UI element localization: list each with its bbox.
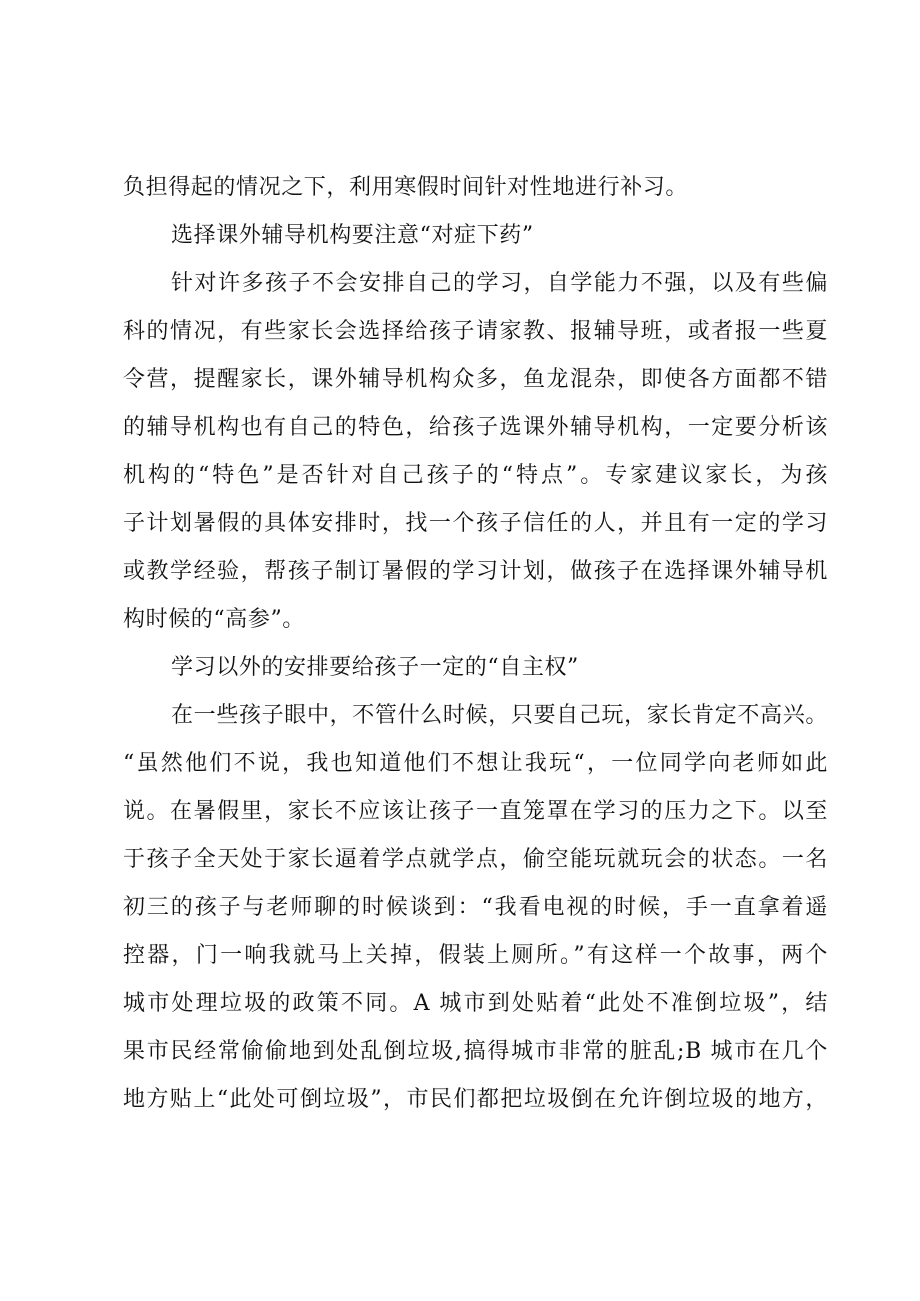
text-line: 的辅导机构也有自己的特色，给孩子选课外辅导机构，一定要分析该 bbox=[123, 415, 828, 440]
text-line: 负担得起的情况之下，利用寒假时间针对性地进行补习。 bbox=[123, 175, 689, 200]
text-line: “虽然他们不说，我也知道他们不想让我玩“，一位同学向老师如此 bbox=[123, 751, 828, 776]
text-line: 科的情况，有些家长会选择给孩子请家教、报辅导班，或者报一些夏 bbox=[123, 319, 828, 344]
section-heading: 学习以外的安排要给孩子一定的“自主权” bbox=[171, 655, 579, 680]
text-line: 或教学经验，帮孩子制订暑假的学习计划，做孩子在选择课外辅导机 bbox=[123, 559, 828, 584]
text-line: 控器，门一响我就马上关掉，假装上厕所。”有这样一个故事，两个 bbox=[123, 943, 828, 968]
text-line: 在一些孩子眼中，不管什么时候，只要自己玩，家长肯定不高兴。 bbox=[171, 703, 828, 728]
text-line: 果市民经常偷偷地到处乱倒垃圾,搞得城市非常的脏乱;B 城市在几个 bbox=[123, 1039, 828, 1064]
section-heading: 选择课外辅导机构要注意“对症下药” bbox=[171, 223, 534, 248]
text-line: 于孩子全天处于家长逼着学点就学点，偷空能玩就玩会的状态。一名 bbox=[123, 847, 828, 872]
text-line: 令营，提醒家长，课外辅导机构众多，鱼龙混杂，即使各方面都不错 bbox=[123, 367, 828, 392]
text-line: 城市处理垃圾的政策不同。A 城市到处贴着“此处不准倒垃圾”，结 bbox=[123, 991, 828, 1016]
text-line: 初三的孩子与老师聊的时候谈到：“我看电视的时候，手一直拿着遥 bbox=[123, 895, 828, 920]
text-line: 针对许多孩子不会安排自己的学习，自学能力不强，以及有些偏 bbox=[171, 271, 828, 296]
text-line: 地方贴上“此处可倒垃圾”，市民们都把垃圾倒在允许倒垃圾的地方， bbox=[123, 1087, 828, 1112]
text-line: 机构的“特色”是否针对自己孩子的“特点”。专家建议家长，为孩 bbox=[123, 463, 828, 488]
text-line: 子计划暑假的具体安排时，找一个孩子信任的人，并且有一定的学习 bbox=[123, 511, 828, 536]
text-line: 构时候的“高参”。 bbox=[123, 607, 305, 632]
text-line: 说。在暑假里，家长不应该让孩子一直笼罩在学习的压力之下。以至 bbox=[123, 799, 828, 824]
